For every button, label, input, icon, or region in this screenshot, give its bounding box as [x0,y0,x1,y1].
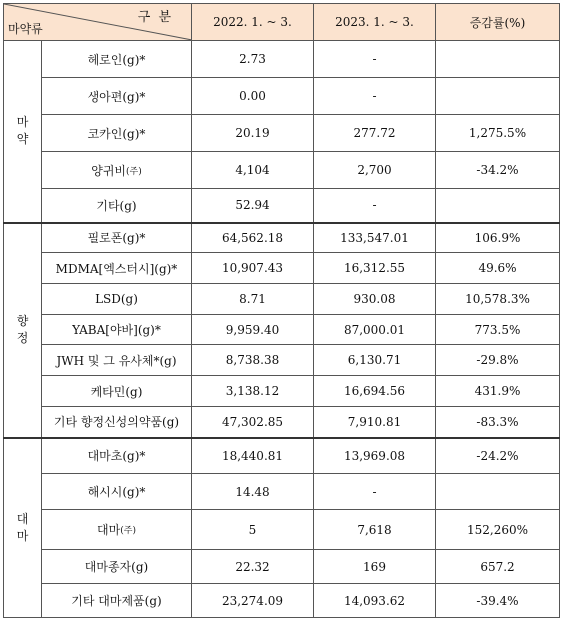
table-row [4,345,560,376]
item-name: 코카인(g)* [87,126,146,141]
table-row [4,78,560,115]
item-cell [42,345,192,376]
change-rate: 657.2 [436,550,560,584]
table-row [4,115,560,152]
table-row [4,376,560,407]
item-name: 케타민(g) [90,384,143,399]
change-rate [436,474,560,510]
header-change: 증감률(%) [436,4,560,41]
table-body [4,41,560,618]
header-row [4,4,560,41]
group-label [4,223,42,438]
value-2023: 16,694.56 [314,376,436,407]
value-2023: 6,130.71 [314,345,436,376]
item-cell [42,407,192,438]
table-row [4,189,560,223]
table-row [4,407,560,438]
seizure-table-container [3,3,560,618]
diagonal-header-cell [4,4,192,41]
item-name: 양귀비 [91,163,127,178]
item-unit: (주) [126,166,142,177]
item-name: 생아편(g)* [87,89,146,104]
group-label-char: 향 [16,314,29,328]
value-2022: 64,562.18 [192,223,314,253]
value-2022: 20.19 [192,115,314,152]
change-rate: -24.2% [436,438,560,474]
value-2022: 14.48 [192,474,314,510]
group-label-char: 마 [16,115,29,130]
value-2023: - [314,41,436,78]
group-label [4,41,42,223]
item-name: 기타(g) [96,198,137,213]
item-cell [42,284,192,315]
change-rate: 152,260% [436,510,560,550]
value-2022: 5 [192,510,314,550]
value-2023: 277.72 [314,115,436,152]
value-2022: 47,302.85 [192,407,314,438]
item-cell [42,584,192,618]
group-label-char: 정 [16,331,29,345]
table-row [4,284,560,315]
change-rate: 106.9% [436,223,560,253]
table-row [4,474,560,510]
change-rate: -34.2% [436,152,560,189]
item-name: YABA[야바](g)* [72,323,161,337]
item-cell [42,115,192,152]
change-rate [436,78,560,115]
value-2023: 16,312.55 [314,253,436,284]
category-label: 구 분 [137,10,173,25]
item-name: 대마종자(g) [84,560,149,574]
drug-type-label: 마약류 [8,22,43,36]
value-2022: 8.71 [192,284,314,315]
item-name: LSD(g) [95,292,138,306]
table-row [4,510,560,550]
value-2023: 7,910.81 [314,407,436,438]
item-name: 헤로인(g)* [87,52,146,67]
group-label-char: 약 [16,132,29,147]
item-cell [42,152,192,189]
value-2022: 22.32 [192,550,314,584]
value-2022: 3,138.12 [192,376,314,407]
change-rate: 431.9% [436,376,560,407]
change-rate: 49.6% [436,253,560,284]
item-name: 대마 [97,523,121,537]
item-name: MDMA[엑스터시](g)* [55,261,178,276]
value-2022: 23,274.09 [192,584,314,618]
table-row [4,438,560,474]
item-cell [42,510,192,550]
item-cell [42,78,192,115]
item-cell [42,550,192,584]
value-2022: 18,440.81 [192,438,314,474]
change-rate: -39.4% [436,584,560,618]
item-cell [42,315,192,345]
drug-seizure-table [3,3,560,618]
header-2022: 2022. 1. ~ 3. [192,4,314,41]
item-cell [42,223,192,253]
change-rate [436,189,560,223]
change-rate: -83.3% [436,407,560,438]
value-2022: 10,907.43 [192,253,314,284]
value-2023: 13,969.08 [314,438,436,474]
item-cell [42,376,192,407]
value-2023: 2,700 [314,152,436,189]
value-2022: 0.00 [192,78,314,115]
item-name: JWH 및 그 유사체*(g) [56,353,177,368]
value-2023: - [314,474,436,510]
change-rate: 773.5% [436,315,560,345]
table-row [4,253,560,284]
value-2023: 7,618 [314,510,436,550]
table-row [4,152,560,189]
change-rate: 1,275.5% [436,115,560,152]
item-cell [42,474,192,510]
change-rate: 10,578.3% [436,284,560,315]
item-cell [42,253,192,284]
item-name: 대마초(g)* [87,449,146,464]
item-name: 기타 향정신성의약품(g) [53,415,180,430]
item-cell [42,438,192,474]
value-2023: - [314,189,436,223]
table-row [4,315,560,345]
value-2023: 930.08 [314,284,436,315]
table-row [4,584,560,618]
value-2022: 52.94 [192,189,314,223]
value-2022: 2.73 [192,41,314,78]
value-2023: 133,547.01 [314,223,436,253]
header-2023: 2023. 1. ~ 3. [314,4,436,41]
group-label [4,438,42,618]
item-name: 해시시(g)* [87,485,146,499]
group-label-char: 마 [16,528,29,543]
item-unit: (주) [120,526,136,536]
value-2022: 4,104 [192,152,314,189]
item-name: 기타 대마제품(g) [71,594,162,608]
item-cell [42,41,192,78]
value-2023: - [314,78,436,115]
table-row [4,550,560,584]
group-label-char: 대 [16,511,29,526]
change-rate: -29.8% [436,345,560,376]
value-2023: 169 [314,550,436,584]
item-name: 필로폰(g)* [87,231,146,246]
value-2022: 8,738.38 [192,345,314,376]
change-rate [436,41,560,78]
value-2022: 9,959.40 [192,315,314,345]
value-2023: 87,000.01 [314,315,436,345]
table-row [4,41,560,78]
value-2023: 14,093.62 [314,584,436,618]
item-cell [42,189,192,223]
table-row [4,223,560,253]
